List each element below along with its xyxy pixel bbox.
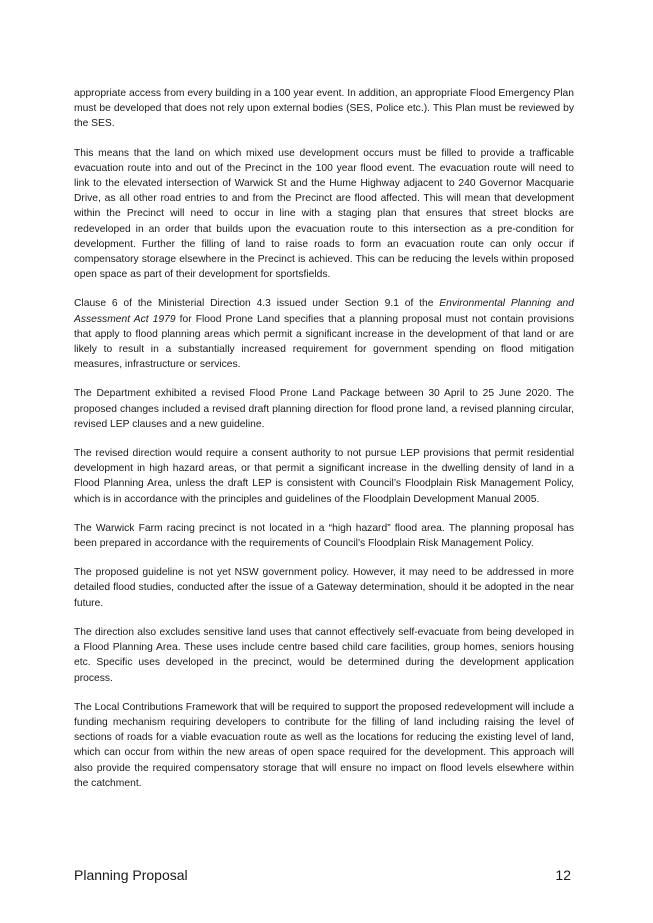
paragraph-ministerial-direction [74,296,574,372]
paragraph-flood-prone-land-package: The Department exhibited a revised Flood Prone Land Package between 30 April to 25 June 2020. The proposed changes included a revised draft planning direction for flood prone land, a revised planning circular, revised LEP clauses and a new guideline. [74,388,574,430]
ministerial-direction-text-before: Clause 6 of the Ministerial Direction 4.3 issued under Section 9.1 of the [74,298,440,310]
act-title: Environmental Planning and Assessment Act 1979 [74,298,574,325]
paragraph-high-hazard: The Warwick Farm racing precinct is not located in a “high hazard” flood area. The planning proposal has been prepared in accordance with the requirements of Council’s Floodplain Risk Management Policy. [74,522,574,550]
paragraph-revised-direction: The revised direction would require a consent authority to not pursue LEP provisions that permit residential development in high hazard areas, or that permit a significant increase in the dwelling density of land in a Flood Planning Area, unless the draft LEP is consistent with Council’s Floodplain Risk Management Policy, which is in accordance with the principles and guidelines of the Floodplain Development Manual 2005. [74,448,574,505]
page-number: 12 [555,867,571,883]
page-footer [74,866,571,884]
footer-title: Planning Proposal [74,867,188,883]
paragraph-proposed-guideline: The proposed guideline is not yet NSW government policy. However, it may need to be addressed in more detailed flood studies, conducted after the issue of a Gateway determination, should it be adopted in the near future. [74,567,574,609]
paragraph-evacuation-route: This means that the land on which mixed use development occurs must be filled to provide a trafficable evacuation route into and out of the Precinct in the 100 year flood event. The evacuation route will need to link to the elevated intersection of Warwick St and the Hume Highway adjacent to 240 Governor Macquarie Drive, as all other road entries to and from the Precinct are flood affected. This will mean that development within the Precinct will need to occur in line with a staging plan that ensures that street blocks are redeveloped in an order that builds upon the evacuation route to this intersection as a pre-condition for development. Further the filling of land to raise roads to form an evacuation route can only occur if compensatory storage elsewhere in the Precinct is achieved. This can be reducing the levels within proposed open space as part of their development for sportsfields. [74,147,574,281]
paragraph-flood-emergency-plan: appropriate access from every building in a 100 year event. In addition, an appropriate Flood Emergency Plan must be developed that does not rely upon external bodies (SES, Police etc.). This Plan must be reviewed by the SES. [74,88,574,130]
paragraph-sensitive-land-uses: The direction also excludes sensitive land uses that cannot effectively self-evacuate from being developed in a Flood Planning Area. These uses include centre based child care facilities, group homes, seniors housing etc. Specific uses developed in the precinct, would be determined during the development application process. [74,626,574,684]
paragraph-contributions-framework: The Local Contributions Framework that will be required to support the proposed redevelopment will include a funding mechanism requiring developers to contribute for the filling of land including raising the level of sections of roads for a viable evacuation route as well as the locations for reducing the existing level of land, which can occur from within the new areas of open space required for the development. This approach will also provide the required compensatory storage that will ensure no impact on flood levels elsewhere within the catchment. [74,701,574,789]
ministerial-direction-text-after: for Flood Prone Land specifies that a planning proposal must not contain provisions that apply to flood planning areas which permit a significant increase in the development of that land or are likely to result in a substantially increased requirement for government spending on flood mitigation measures, infrastructure or services. [74,313,575,371]
document-body [74,86,574,805]
